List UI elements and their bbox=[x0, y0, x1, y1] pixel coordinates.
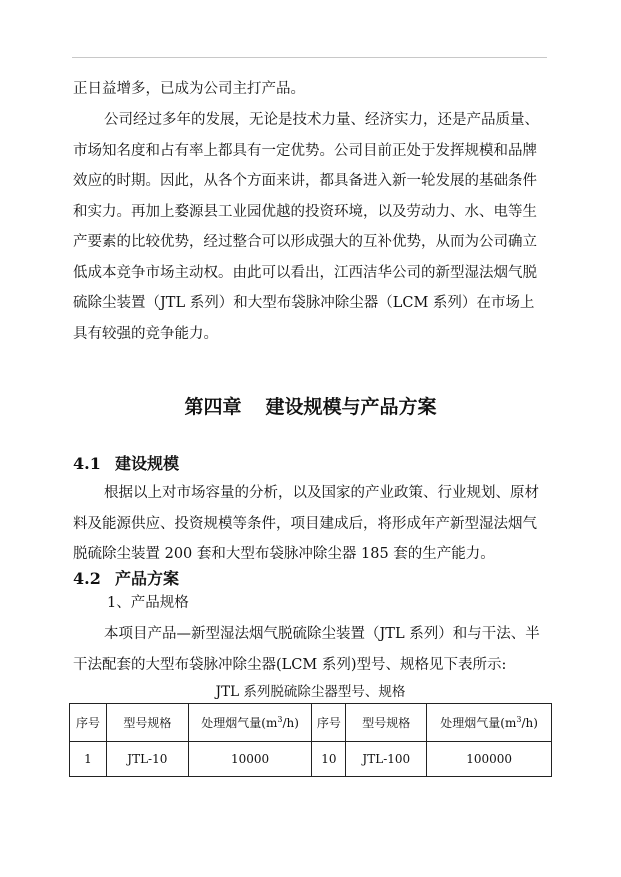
paragraph-company-development bbox=[73, 105, 551, 349]
cell-model: JTL-10 bbox=[106, 742, 188, 777]
table-row bbox=[70, 742, 552, 777]
chapter-number: 第四章 bbox=[184, 396, 242, 418]
section42-line2: 干法配套的大型布袋脉冲除尘器(LCM 系列)型号、规格见下表所示: bbox=[73, 656, 507, 673]
chapter-heading bbox=[0, 392, 621, 419]
section42-line1: 本项目产品—新型湿法烟气脱硫除尘装置（JTL 系列）和与干法、半 bbox=[104, 626, 540, 642]
section-4-1-title: 建设规模 bbox=[115, 454, 180, 473]
cell-model-2: JTL-100 bbox=[346, 742, 427, 777]
spec-table bbox=[69, 703, 552, 777]
table-caption: JTL 系列脱硫除尘器型号、规格 bbox=[215, 684, 406, 700]
paragraph2-line2: 市场知名度和占有率上都具有一定优势。公司目前正处于发挥规模和品牌 bbox=[73, 142, 537, 159]
paragraph2-line3: 效应的时期。因此，从各个方面来讲，都具备进入新一轮发展的基础条件 bbox=[73, 173, 537, 189]
header-flow: 处理烟气量$(m^3/h)$ bbox=[188, 704, 312, 742]
section-4-2-heading bbox=[73, 566, 179, 589]
list-item-product-spec bbox=[73, 588, 551, 619]
paragraph2-line7: 硫除尘装置（JTL 系列）和大型布袋脉冲除尘器（LCM 系列）在市场上 bbox=[73, 295, 535, 311]
chapter-title: 建设规模与产品方案 bbox=[265, 396, 437, 418]
section41-line3: 脱硫除尘装置 200 套和大型布袋脉冲除尘器 185 套的生产能力。 bbox=[73, 546, 495, 562]
header-flow-2: 处理烟气量$(m^3/h)$ bbox=[427, 704, 552, 742]
paragraph-product-plan bbox=[73, 619, 551, 680]
table-header-row bbox=[70, 704, 552, 742]
paragraph-construction-scale bbox=[73, 478, 551, 570]
paragraph2-line5: 产要素的比较优势，经过整合可以形成强大的互补优势，从而为公司确立 bbox=[73, 234, 537, 250]
section42-item1: 1、产品规格 bbox=[107, 595, 189, 611]
section-4-2-title: 产品方案 bbox=[115, 569, 180, 588]
section-4-1-number: 4.1 bbox=[73, 454, 101, 473]
section-4-1-heading bbox=[73, 451, 179, 474]
paragraph1-line1: 正日益增多，已成为公司主打产品。 bbox=[73, 81, 305, 97]
header-seq: 序号 bbox=[70, 704, 107, 742]
section-4-2-number: 4.2 bbox=[73, 569, 101, 588]
cell-flow: 10000 bbox=[188, 742, 312, 777]
cell-seq: 1 bbox=[70, 742, 107, 777]
section41-line2: 料及能源供应、投资规模等条件，项目建成后，将形成年产新型湿法烟气 bbox=[73, 515, 537, 532]
header-model-2: 型号规格 bbox=[346, 704, 427, 742]
paragraph2-line6: 低成本竞争市场主动权。由此可以看出，江西洁华公司的新型湿法烟气脱 bbox=[73, 264, 537, 281]
header-rule bbox=[72, 57, 547, 58]
paragraph-continuation bbox=[73, 74, 551, 105]
paragraph2-line1: 公司经过多年的发展，无论是技术力量、经济实力，还是产品质量、 bbox=[104, 112, 539, 128]
paragraph2-line4: 和实力。再加上婺源县工业园优越的投资环境，以及劳动力、水、电等生 bbox=[73, 203, 537, 220]
cell-flow-2: 100000 bbox=[427, 742, 552, 777]
cell-seq-2: 10 bbox=[312, 742, 346, 777]
header-seq-2: 序号 bbox=[312, 704, 346, 742]
section41-line1: 根据以上对市场容量的分析，以及国家的产业政策、行业规划、原材 bbox=[104, 485, 539, 501]
paragraph2-line8: 具有较强的竞争能力。 bbox=[73, 325, 218, 342]
header-model: 型号规格 bbox=[106, 704, 188, 742]
